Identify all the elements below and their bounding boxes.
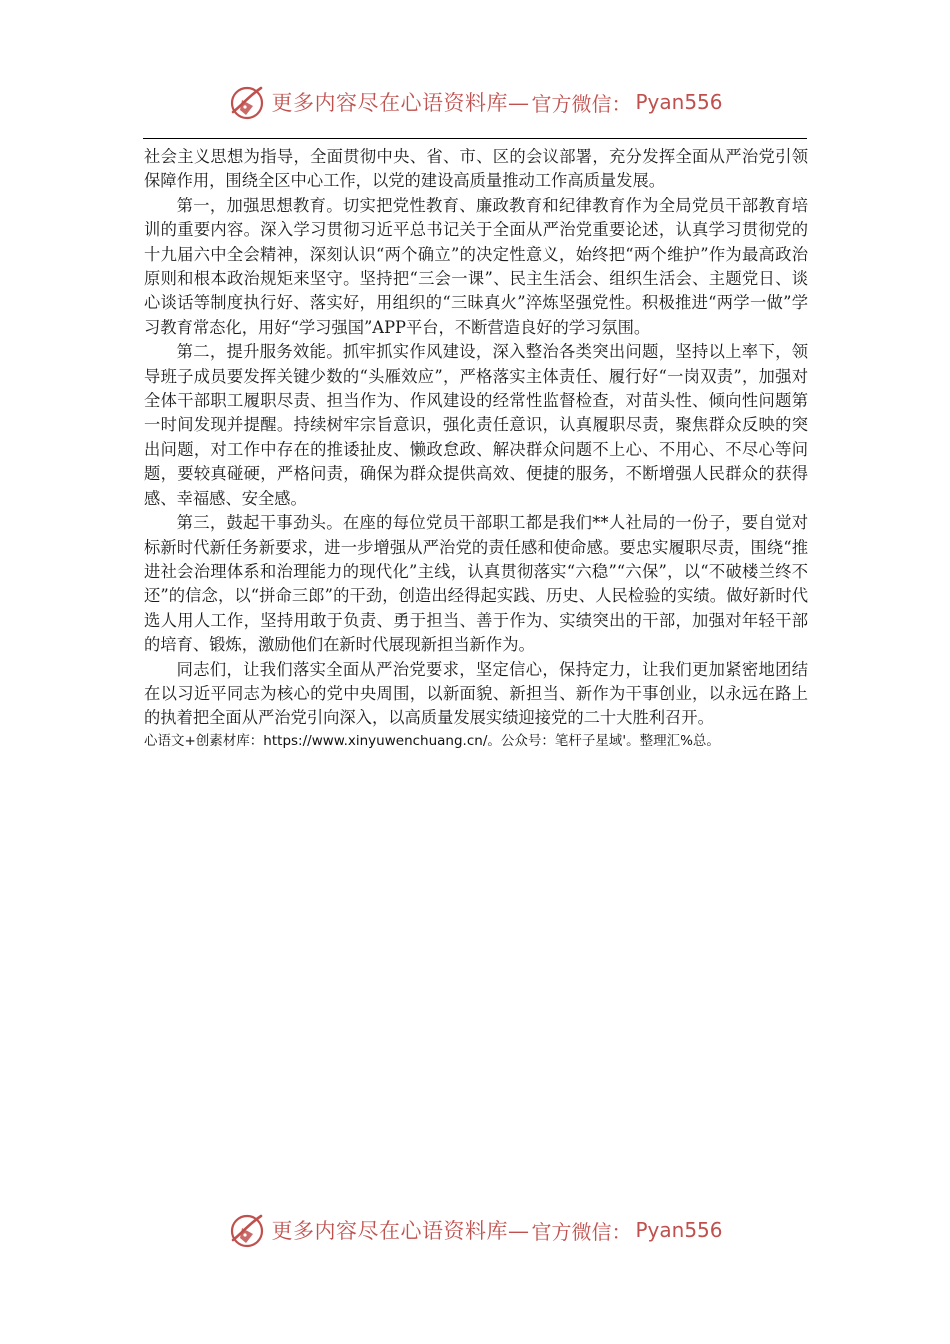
banner-wechat-label: 官方微信： (531, 1219, 632, 1244)
paragraph-third: 第三，鼓起干事劲头。在座的每位党员干部职工都是我们**人社局的一份子，要自觉对标新时代新任务新要求，进一步增强从严治党的责任感和使命感。要忠实履职尽责，围绕“推进社会治理体系和治理能力的现代化”主线，认真贯彻落实“六稳”“六保”，以“不破楼兰终不还”的信念，以“拼命三郎”的干劲，创造出经得起实践、历史、人民检验的实绩。做好新时代选人用人工作，坚持用敢于负责、勇于担当、善于作为、实绩突出的干部，加强对年轻干部的培育、锻炼，激励他们在新时代展现新担当新作为。 (144, 513, 808, 655)
pen-nib-logo-icon (227, 1210, 267, 1250)
banner-wechat-id: Pyan556 (635, 90, 723, 114)
paragraph-intro: 社会主义思想为指导，全面贯彻中央、省、市、区的会议部署，充分发挥全面从严治党引领保障作用，围绕全区中心工作，以党的建设高质量推动工作高质量发展。 (144, 147, 808, 191)
footer-banner (0, 1208, 950, 1252)
header-divider (143, 138, 807, 139)
banner-wechat-id: Pyan556 (635, 1218, 723, 1242)
document-body (144, 145, 808, 751)
banner-wechat-label: 官方微信： (531, 91, 632, 116)
banner-main-text: 更多内容尽在心语资料库— (271, 91, 530, 115)
paragraph-closing: 同志们，让我们落实全面从严治党要求，坚定信心，保持定力，让我们更加紧密地团结在以习近平同志为核心的党中央周围，以新面貌、新担当、新作为干事创业，以永远在路上的执着把全面从严治党引向深入，以高质量发展实绩迎接党的二十大胜利召开。 (144, 659, 808, 728)
pen-nib-logo-icon (227, 82, 267, 122)
header-banner (0, 80, 950, 124)
paragraph-second: 第二，提升服务效能。抓牢抓实作风建设，深入整治各类突出问题，坚持以上率下，领导班子成员要发挥关键少数的“头雁效应”，严格落实主体责任、履行好“一岗双责”，加强对全体干部职工履职尽责、担当作为、作风建设的经常性监督检查，对苗头性、倾向性问题第一时间发现并提醒。持续树牢宗旨意识，强化责任意识，认真履职尽责，聚焦群众反映的突出问题，对工作中存在的推诿扯皮、懒政怠政、解决群众问题不上心、不用心、不尽心等问题，要较真碰硬，严格问责，确保为群众提供高效、便捷的服务，不断增强人民群众的获得感、幸福感、安全感。 (144, 342, 808, 508)
source-note: 心语文+创素材库：https://www.xinyuwenchuang.cn/。公众号：笔杆子星域'。整理汇%总。 (144, 732, 720, 749)
paragraph-first: 第一，加强思想教育。切实把党性教育、廉政教育和纪律教育作为全局党员干部教育培训的重要内容。深入学习贯彻习近平总书记关于全面从严治党重要论述，认真学习贯彻党的十九届六中全会精神，深刻认识“两个确立”的决定性意义，始终把“两个维护”作为最高政治原则和根本政治规矩来坚守。坚持把“三会一课”、民主生活会、组织生活会、主题党日、谈心谈话等制度执行好、落实好，用组织的“三昧真火”淬炼坚强党性。积极推进“两学一做”学习教育常态化，用好“学习强国”APP平台，不断营造良好的学习氛围。 (144, 195, 808, 337)
banner-main-text: 更多内容尽在心语资料库— (271, 1219, 530, 1243)
